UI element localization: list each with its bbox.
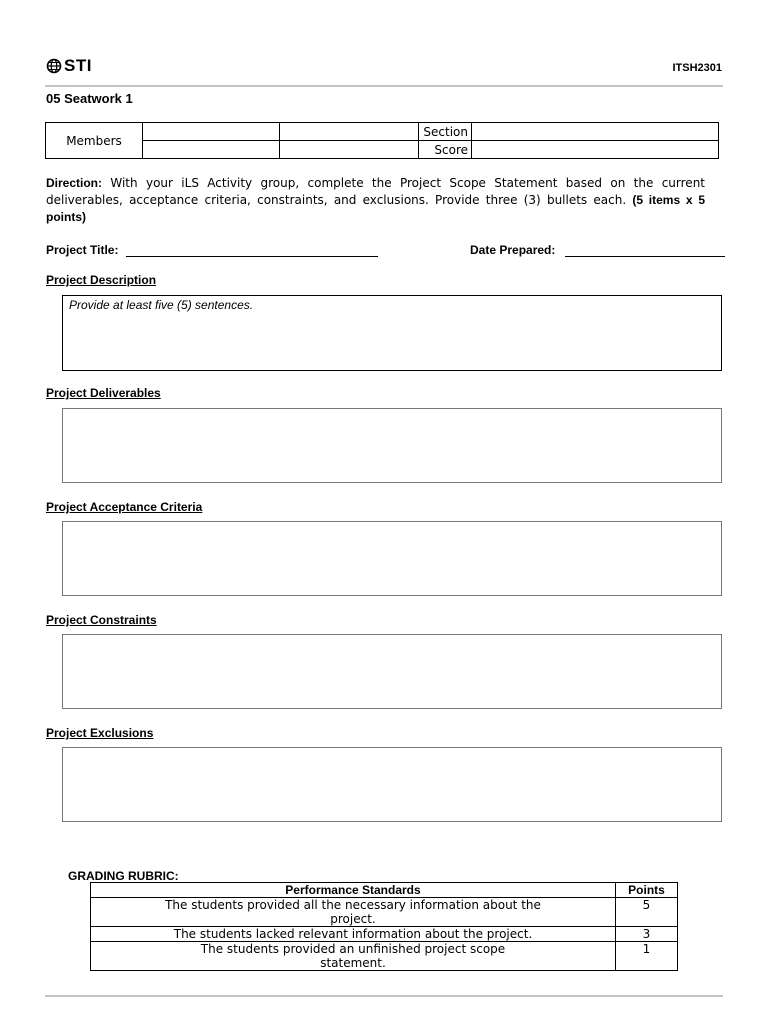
rubric-header-points: Points (616, 883, 678, 898)
project-constraints-box[interactable] (62, 634, 722, 709)
table-row (91, 942, 678, 971)
rubric-points: 5 (616, 898, 678, 927)
members-label: Members (46, 123, 143, 159)
project-constraints-label: Project Constraints (46, 613, 157, 627)
sti-logo (46, 56, 92, 76)
date-prepared-field[interactable] (565, 256, 725, 257)
project-title-label: Project Title: (46, 243, 119, 257)
project-exclusions-label: Project Exclusions (46, 726, 154, 740)
document-title: 05 Seatwork 1 (46, 91, 133, 106)
table-row (91, 927, 678, 942)
logo-text: STI (64, 56, 92, 75)
direction-points: (5 items x 5 points) (46, 193, 705, 224)
project-acceptance-criteria-label: Project Acceptance Criteria (46, 500, 203, 514)
table-row (91, 898, 678, 927)
member-cell[interactable] (280, 123, 419, 141)
rubric-header-standards: Performance Standards (91, 883, 616, 898)
sti-globe-icon (46, 58, 62, 74)
header-divider (45, 85, 723, 87)
rubric-standard: The students provided an unfinished project scope statement. (200, 942, 506, 970)
project-deliverables-label: Project Deliverables (46, 386, 161, 400)
project-exclusions-box[interactable] (62, 747, 722, 822)
direction-label: Direction: (46, 176, 103, 190)
section-value[interactable] (472, 123, 719, 141)
project-acceptance-criteria-box[interactable] (62, 521, 722, 596)
grading-rubric-label: GRADING RUBRIC: (68, 869, 179, 883)
project-description-box[interactable] (62, 295, 722, 371)
project-title-field[interactable] (126, 256, 378, 257)
footer-divider (45, 995, 723, 997)
member-cell[interactable] (143, 123, 280, 141)
member-cell[interactable] (143, 141, 280, 159)
members-table (45, 122, 719, 159)
rubric-standard: The students provided all the necessary information about the project. (165, 898, 541, 926)
course-code: ITSH2301 (672, 62, 722, 74)
score-value[interactable] (472, 141, 719, 159)
rubric-points: 3 (616, 927, 678, 942)
direction-text: With your iLS Activity group, complete the Project Scope Statement based on the current deliverables, acceptance criteria, constraints, and exclusions. Provide three (3) bullets each. (46, 176, 705, 207)
date-prepared-label: Date Prepared: (470, 243, 556, 257)
project-description-hint: Provide at least five (5) sentences. (69, 298, 254, 312)
rubric-standard: The students lacked relevant information about the project. (173, 927, 533, 941)
member-cell[interactable] (280, 141, 419, 159)
score-label: Score (419, 141, 472, 159)
direction-paragraph (46, 175, 705, 226)
section-label: Section (419, 123, 472, 141)
project-description-label: Project Description (46, 273, 157, 287)
grading-rubric-table (90, 882, 678, 971)
project-deliverables-box[interactable] (62, 408, 722, 483)
rubric-points: 1 (616, 942, 678, 971)
